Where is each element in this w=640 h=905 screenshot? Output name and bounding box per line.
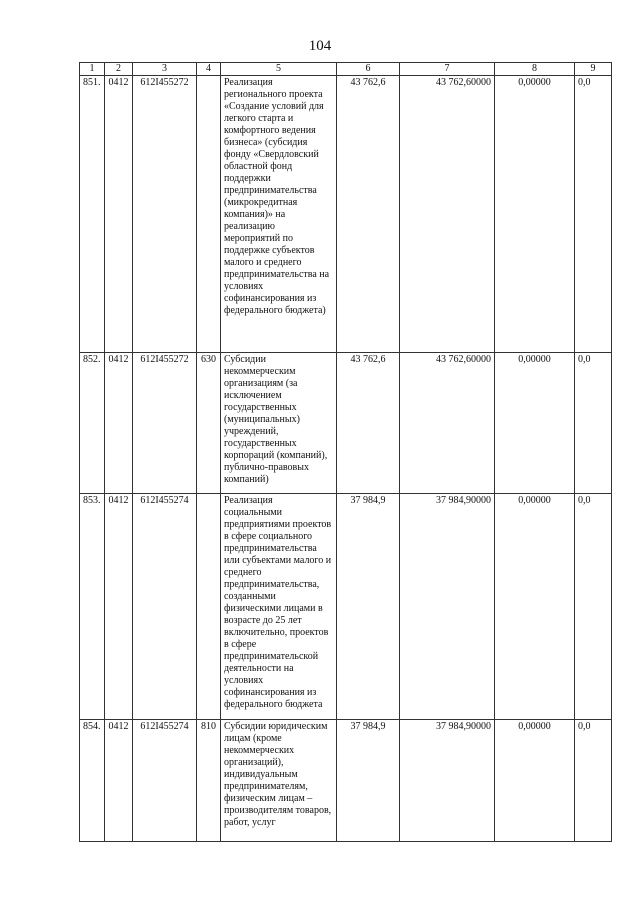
amount-col9-value: 0,0	[575, 720, 612, 842]
amount-col9-value: 0,0	[575, 76, 612, 353]
amount-precise-value: 43 762,60000	[400, 353, 495, 494]
col-header-3: 3	[133, 63, 197, 76]
expense-type-code: 630	[197, 353, 221, 494]
section-code: 0412	[105, 353, 133, 494]
col-header-2: 2	[105, 63, 133, 76]
target-article-code: 612I455272	[133, 353, 197, 494]
target-article-code: 612I455274	[133, 720, 197, 842]
row-number: 851.	[80, 76, 105, 353]
section-code: 0412	[105, 76, 133, 353]
table-row	[80, 76, 612, 353]
col-header-4: 4	[197, 63, 221, 76]
col-header-9: 9	[575, 63, 612, 76]
target-article-code: 612I455274	[133, 494, 197, 720]
amount-col8-value: 0,00000	[495, 720, 575, 842]
page-number: 104	[308, 38, 332, 54]
amount-col8-value: 0,00000	[495, 76, 575, 353]
row-number: 853.	[80, 494, 105, 720]
expense-description: Субсидии юридическим лицам (кроме некоммерческих организаций), индивидуальным предпринимателям, физическим лицам – производителям товаров, работ, услуг	[221, 720, 337, 842]
amount-col9-value: 0,0	[575, 494, 612, 720]
expense-description: Субсидии некоммерческим организациям (за исключением государственных (муниципальных) учреждений, государственных корпораций (компаний), публично-правовых компаний)	[221, 353, 337, 494]
budget-table	[79, 62, 612, 842]
col-header-8: 8	[495, 63, 575, 76]
amount-value: 37 984,9	[337, 720, 400, 842]
amount-col9-value: 0,0	[575, 353, 612, 494]
row-number: 854.	[80, 720, 105, 842]
amount-precise-value: 37 984,90000	[400, 494, 495, 720]
amount-col8-value: 0,00000	[495, 353, 575, 494]
header-row	[80, 63, 612, 76]
section-code: 0412	[105, 720, 133, 842]
section-code: 0412	[105, 494, 133, 720]
expense-description: Реализация социальными предприятиями проектов в сфере социального предпринимательства или субъектами малого и среднего предпринимательства, созданными физическими лицами в возрасте до 25 лет включительно, проектов в сфере предпринимательской деятельности на условиях софинансирования из федерального бюджета	[221, 494, 337, 720]
row-number: 852.	[80, 353, 105, 494]
expense-description: Реализация регионального проекта «Создание условий для легкого старта и комфортного ведения бизнеса» (субсидия фонду «Свердловский областной фонд поддержки предпринимательства (микрокредитная компания)» на реализацию мероприятий по поддержке субъектов малого и среднего предпринимательства на условиях софинансирования из федерального бюджета)	[221, 76, 337, 353]
amount-value: 37 984,9	[337, 494, 400, 720]
col-header-6: 6	[337, 63, 400, 76]
amount-precise-value: 43 762,60000	[400, 76, 495, 353]
col-header-5: 5	[221, 63, 337, 76]
amount-col8-value: 0,00000	[495, 494, 575, 720]
col-header-1: 1	[80, 63, 105, 76]
target-article-code: 612I455272	[133, 76, 197, 353]
expense-type-code: 810	[197, 720, 221, 842]
amount-precise-value: 37 984,90000	[400, 720, 495, 842]
expense-type-code	[197, 76, 221, 353]
amount-value: 43 762,6	[337, 76, 400, 353]
table-row	[80, 494, 612, 720]
expense-type-code	[197, 494, 221, 720]
amount-value: 43 762,6	[337, 353, 400, 494]
col-header-7: 7	[400, 63, 495, 76]
table-row	[80, 353, 612, 494]
table-row	[80, 720, 612, 842]
